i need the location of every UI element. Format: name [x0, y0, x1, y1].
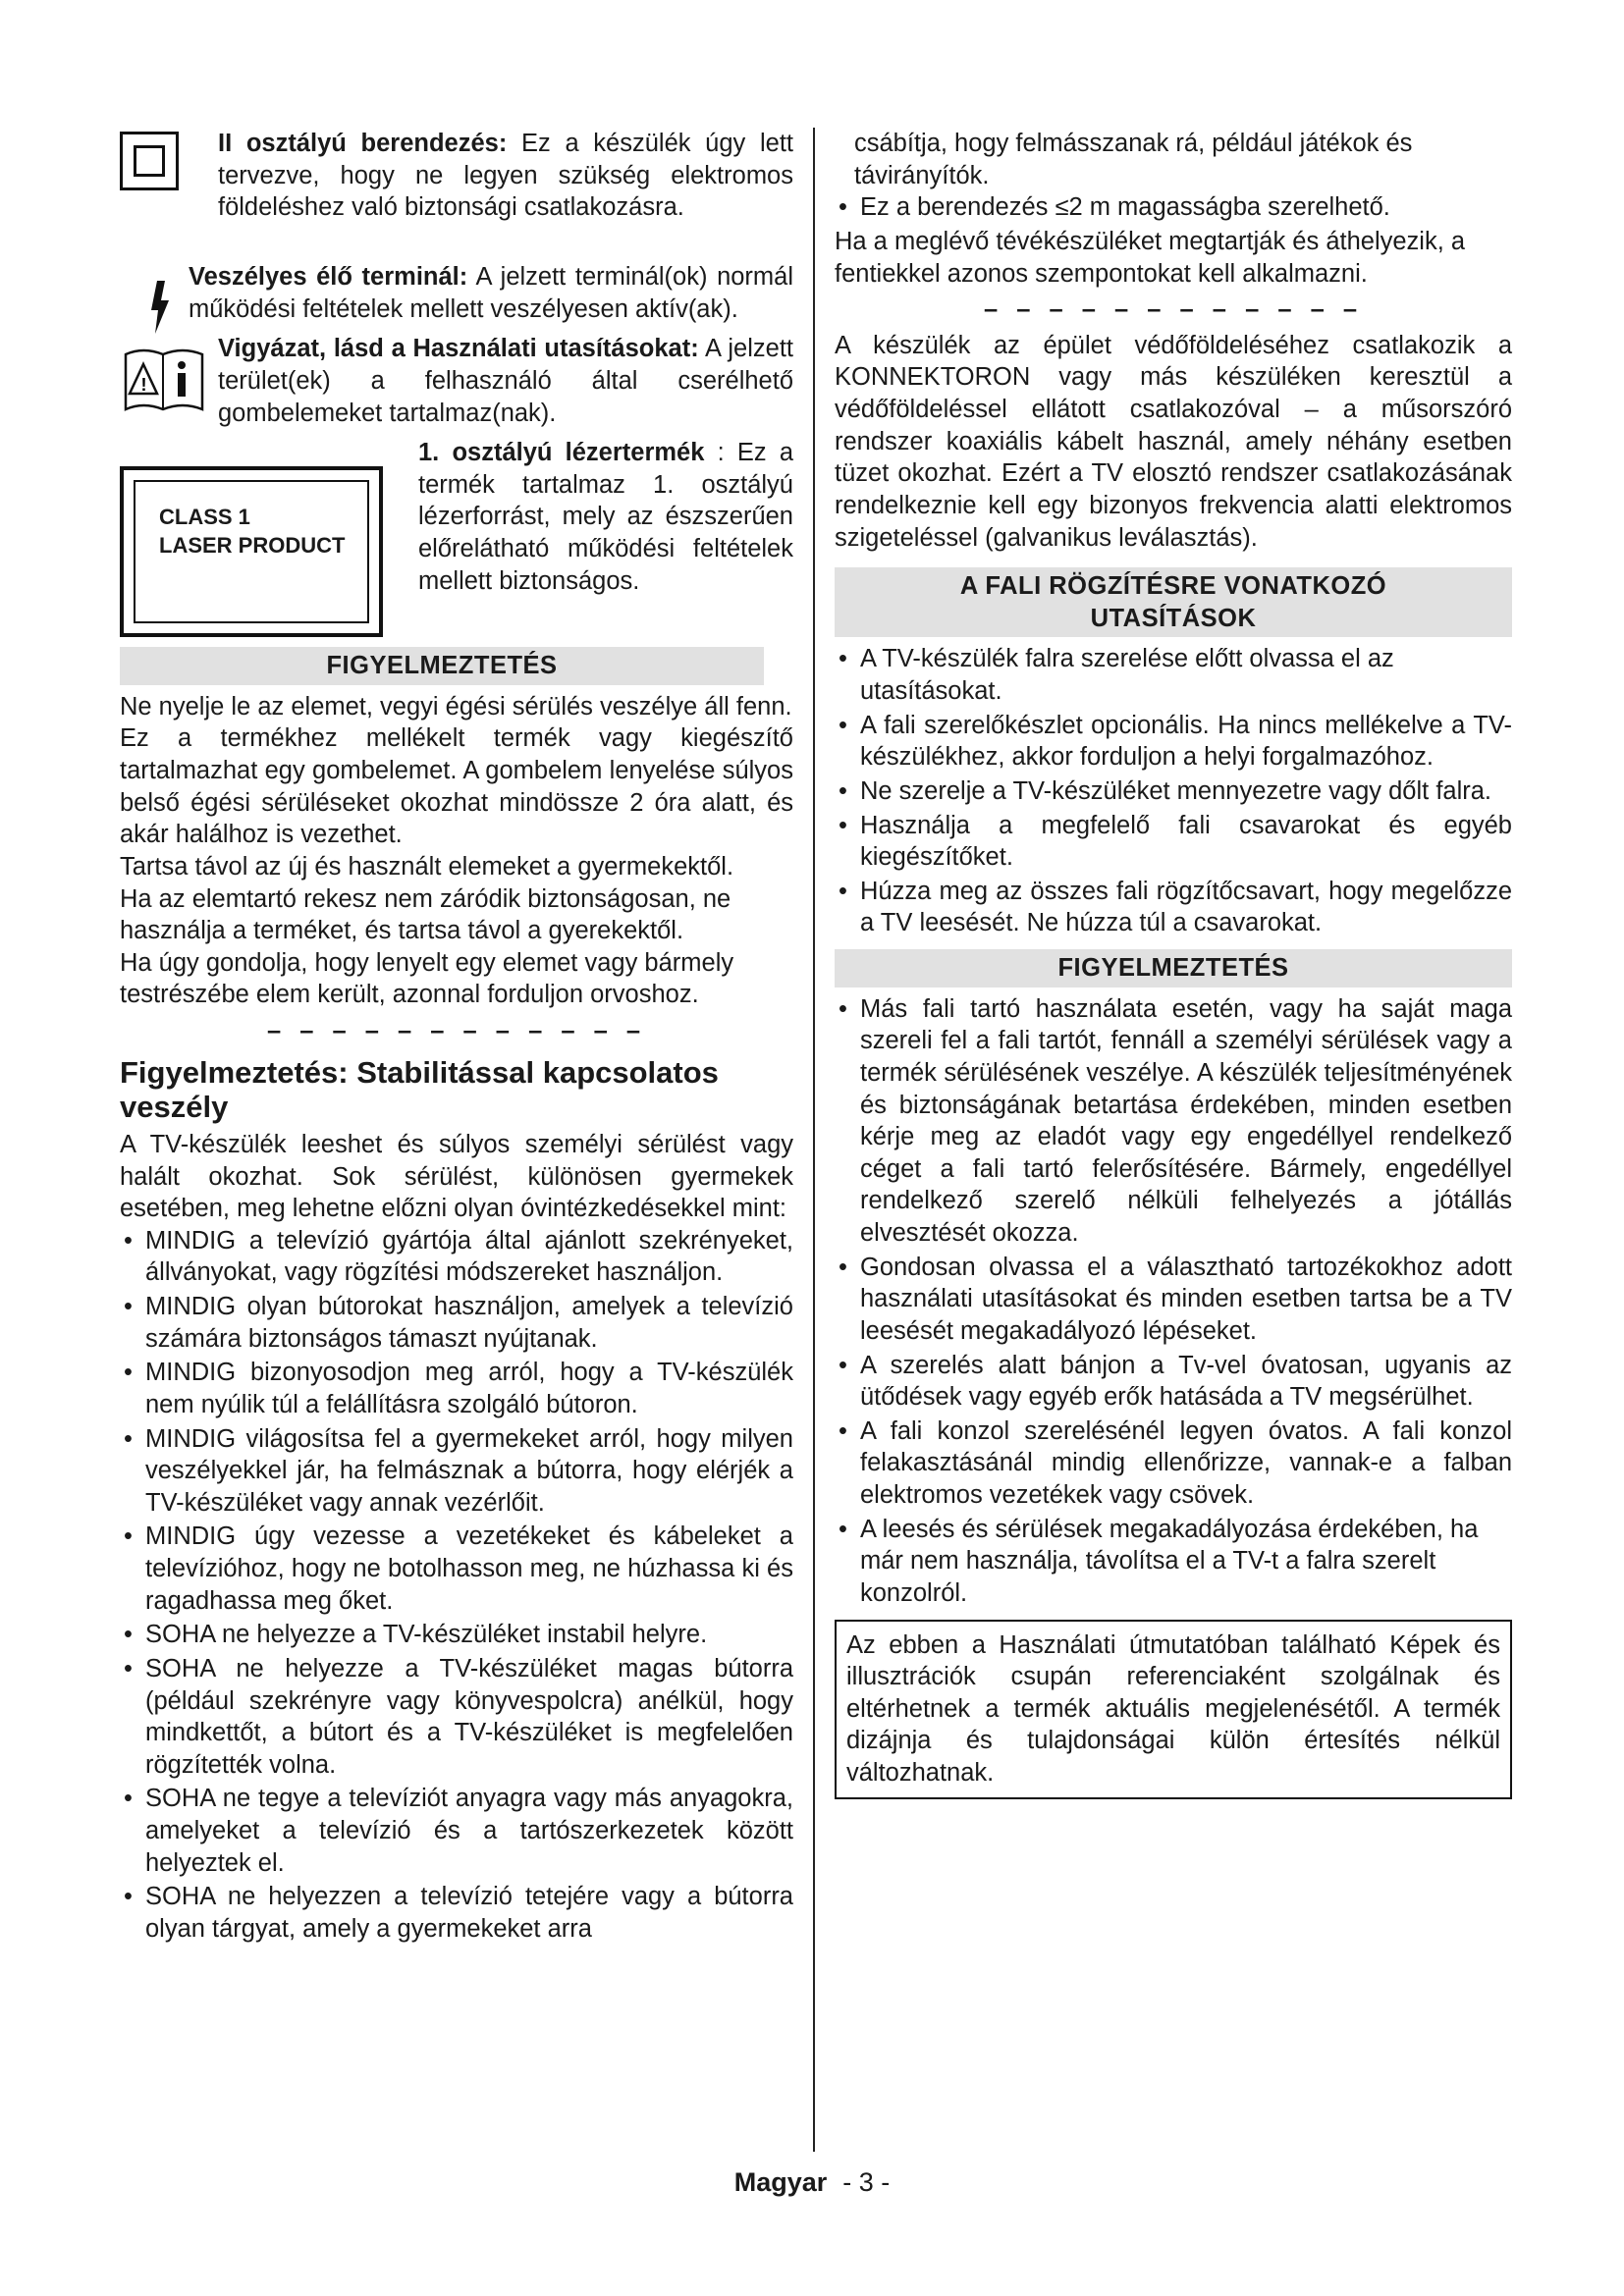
live-terminal-title: Veszélyes élő terminál: [189, 263, 468, 291]
footer-language: Magyar [733, 2167, 828, 2197]
class2-notice [120, 128, 793, 255]
list-item: • A leesés és sérülések megakadályozása érdekében, ha már nem használja, távolítsa el a TV-t a falra szerelt konzolról. [835, 1514, 1512, 1610]
list-item: • MINDIG úgy vezesse a vezetékeket és kábeleket a televízióhoz, hogy ne botolhasson meg, ne húzhassa ki és ragadhassa meg őket. [120, 1521, 793, 1617]
stability-list [120, 1225, 793, 1946]
list-item: • Más fali tartó használata esetén, vagy ha saját maga szereli fel a fali tartót, fennáll a személyi sérülések vagy a termék sérülésének veszélye. A készülék teljesítményének és biztonságának betartása érdekében, minden esetben kérje meg az eladót vagy egy engedéllyel rendelkező céget a fali tartó felerősítésére. Bármely, engedéllyel rendelkező szerelő nélküli felhelyezés a jótállás elvesztését okozza. [835, 993, 1512, 1250]
list-item: • A szerelés alatt bánjon a Tv-vel óvatosan, ugyanis az ütődések vagy egyéb erők hatásáda a TV megsérülhet. [835, 1350, 1512, 1414]
class2-text: Ez a készülék úgy lett tervezve, hogy ne legyen szükség elektromos földeléshez való biztonsági csatlakozásra. [218, 130, 793, 222]
disclaimer-box: Az ebben a Használati útmutatóban található Képek és illusztrációk csupán referenciaként szolgálnak és eltérhetnek a termék aktuális megjelenésétől. A termék dizájnja és tulajdonságai külön értesítés nélkül változhatnak. [835, 1620, 1512, 1799]
caution-notice [120, 333, 793, 429]
list-item: • MINDIG bizonyosodjon meg arról, hogy a TV-készülék nem nyúlik túl a felállításra szolgáló bútoron. [120, 1357, 793, 1420]
list-item: • MINDIG a televízió gyártója által ajánlott szekrényeket, állványokat, vagy rögzítési módszereket használjon. [120, 1225, 793, 1289]
list-item: • SOHA ne helyezze a TV-készüléket instabil helyre. [120, 1619, 793, 1651]
list-item: • Ez a berendezés ≤2 m magasságba szerelhető. [835, 191, 1512, 224]
svg-text:!: ! [140, 375, 147, 396]
laser-label-line2: LASER PRODUCT [159, 532, 346, 558]
list-item: • A fali szerelőkészlet opcionális. Ha nincs mellékelve a TV-készülékhez, akkor forduljon a helyi forgalmazóhoz. [835, 710, 1512, 774]
laser-notice [120, 437, 793, 637]
continued-list [835, 191, 1512, 224]
list-item: • A fali konzol szerelésénél legyen óvatos. A fali konzol felakasztásánál mindig ellenőrizze, vannak-e a falban elektromos vezetékek vagy csövek. [835, 1415, 1512, 1512]
warning-heading: FIGYELMEZTETÉS [120, 647, 764, 685]
caution-manual-icon [120, 345, 208, 426]
caution-title: Vigyázat, lásd a Használati utasításokat: [218, 335, 699, 363]
live-terminal-text: A jelzett terminál(ok) normál működési feltételek mellett veszélyesen aktív(ak). [189, 263, 794, 323]
list-item: • Gondosan olvassa el a választható tartozékokhoz adott használati utasításokat és minden esetben tartsa be a TV leesését megakadályozó lépéseket. [835, 1252, 1512, 1348]
class2-title: II osztályú berendezés: [218, 130, 508, 157]
stability-heading: Figyelmeztetés: Stabilitással kapcsolatos veszély [120, 1054, 719, 1125]
stability-intro: A TV-készülék leeshet és súlyos személyi sérülést vagy halált okozhat. Sok sérülést, különösen gyermekek esetében, meg lehetne előzni olyan óvintézkedésekkel mint: [120, 1130, 793, 1223]
continued-text: csábítja, hogy felmásszanak rá, például játékok és távirányítók. [854, 130, 1413, 189]
list-item: • SOHA ne helyezzen a televízió tetejére vagy a bútorra olyan tárgyat, amely a gyermekeket arra [120, 1881, 793, 1945]
wall-mount-heading-line2: UTASÍTÁSOK [1090, 604, 1257, 632]
column-divider [813, 128, 815, 2152]
grounding-para: A készülék az épület védőföldeléséhez csatlakozik a KONNEKTORON vagy más készüléken keresztül a védőföldeléssel ellátott csatlakozóval – a műsorszóró rendszer koaxiális kábelt használ, amely néhány esetben tüzet okozhat. Ezért a TV elosztó rendszer csatlakozásának rendelkeznie kell egy bizonyos frekvencia alatti elektromos szigeteléssel (galvanikus leválasztás). [835, 331, 1512, 552]
list-item: • MINDIG világosítsa fel a gyermekeket arról, hogy milyen veszélyekkel jár, ha felmásznak a bútorra, hogy elérjék a TV-készüléket vagy annak vezérlőit. [120, 1423, 793, 1520]
wall-mount-heading-line1: A FALI RÖGZÍTÉSRE VONATKOZÓ [959, 572, 1387, 601]
wall-mount-list [835, 643, 1512, 939]
list-item: • MINDIG olyan bútorokat használjon, amelyek a televízió számára biztonságos támaszt nyújtanak. [120, 1291, 793, 1355]
list-item: • A TV-készülék falra szerelése előtt olvassa el az utasításokat. [835, 643, 1512, 707]
wall-mount-heading [835, 567, 1512, 637]
list-item: • Használja a megfelelő fali csavarokat és egyéb kiegészítőket. [835, 810, 1512, 874]
warning-heading: FIGYELMEZTETÉS [835, 949, 1512, 988]
warning-para: Ne nyelje le az elemet, vegyi égési sérülés veszélye áll fenn. [120, 692, 792, 721]
laser-title: 1. osztályú lézertermék [418, 439, 705, 467]
caution-text: A jelzett terület(ek) a felhasználó által cserélhető gombelemeket tartalmaz(nak). [218, 335, 793, 427]
laser-label-line1: CLASS 1 [159, 505, 250, 530]
laser-label [120, 466, 383, 637]
double-square-icon [120, 132, 179, 190]
left-column [120, 128, 793, 1948]
live-terminal-notice [120, 261, 793, 325]
warning-para: Ha az elemtartó rekesz nem záródik biztonságosan, ne használja a terméket, és tartsa távol a gyerekektől. [120, 884, 731, 945]
right-column [835, 128, 1512, 1799]
separator: – – – – – – – – – – – – [983, 295, 1364, 324]
list-item: • SOHA ne tegye a televíziót anyagra vagy más anyagokra, amelyeket a televízió és a tartószerkezetek között helyeztek el. [120, 1783, 793, 1879]
warning-para: Ez a termékhez mellékelt termék vagy kiegészítő tartalmazhat egy gombelemet. A gombelem lenyelése súlyos belső égési sérüléseket okozhat mindössze 2 óra alatt, és akár halálhoz is vezethet. [120, 724, 793, 849]
list-item: • Ne szerelje a TV-készüléket mennyezetre vagy dőlt falra. [835, 775, 1512, 808]
warning-para: Tartsa távol az új és használt elemeket a gyermekektől. [120, 852, 734, 881]
warning-para: Ha úgy gondolja, hogy lenyelt egy elemet vagy bármely testrészébe elem került, azonnal forduljon orvoshoz. [120, 948, 734, 1009]
relocation-para: Ha a meglévő tévékészüléket megtartják és áthelyezik, a fentiekkel azonos szempontokat kell alkalmazni. [835, 227, 1466, 288]
wall-warning-list [835, 993, 1512, 1610]
separator: – – – – – – – – – – – – [266, 1017, 647, 1044]
laser-text: : Ez a termék tartalmaz 1. osztályú lézerforrást, mely az észszerűen előrelátható működési feltételek mellett biztonságos. [418, 439, 794, 595]
page-footer [0, 2165, 1624, 2200]
list-item: • Húzza meg az összes fali rögzítőcsavart, hogy megelőzze a TV leesését. Ne húzza túl a csavarokat. [835, 876, 1512, 939]
list-item: • SOHA ne helyezze a TV-készüléket magas bútorra (például szekrényre vagy könyvespolcra) anélkül, hogy mindkettőt, a bútort és a TV-készüléket is megfelelően rögzítették volna. [120, 1653, 793, 1782]
page-number: - 3 - [842, 2167, 891, 2197]
